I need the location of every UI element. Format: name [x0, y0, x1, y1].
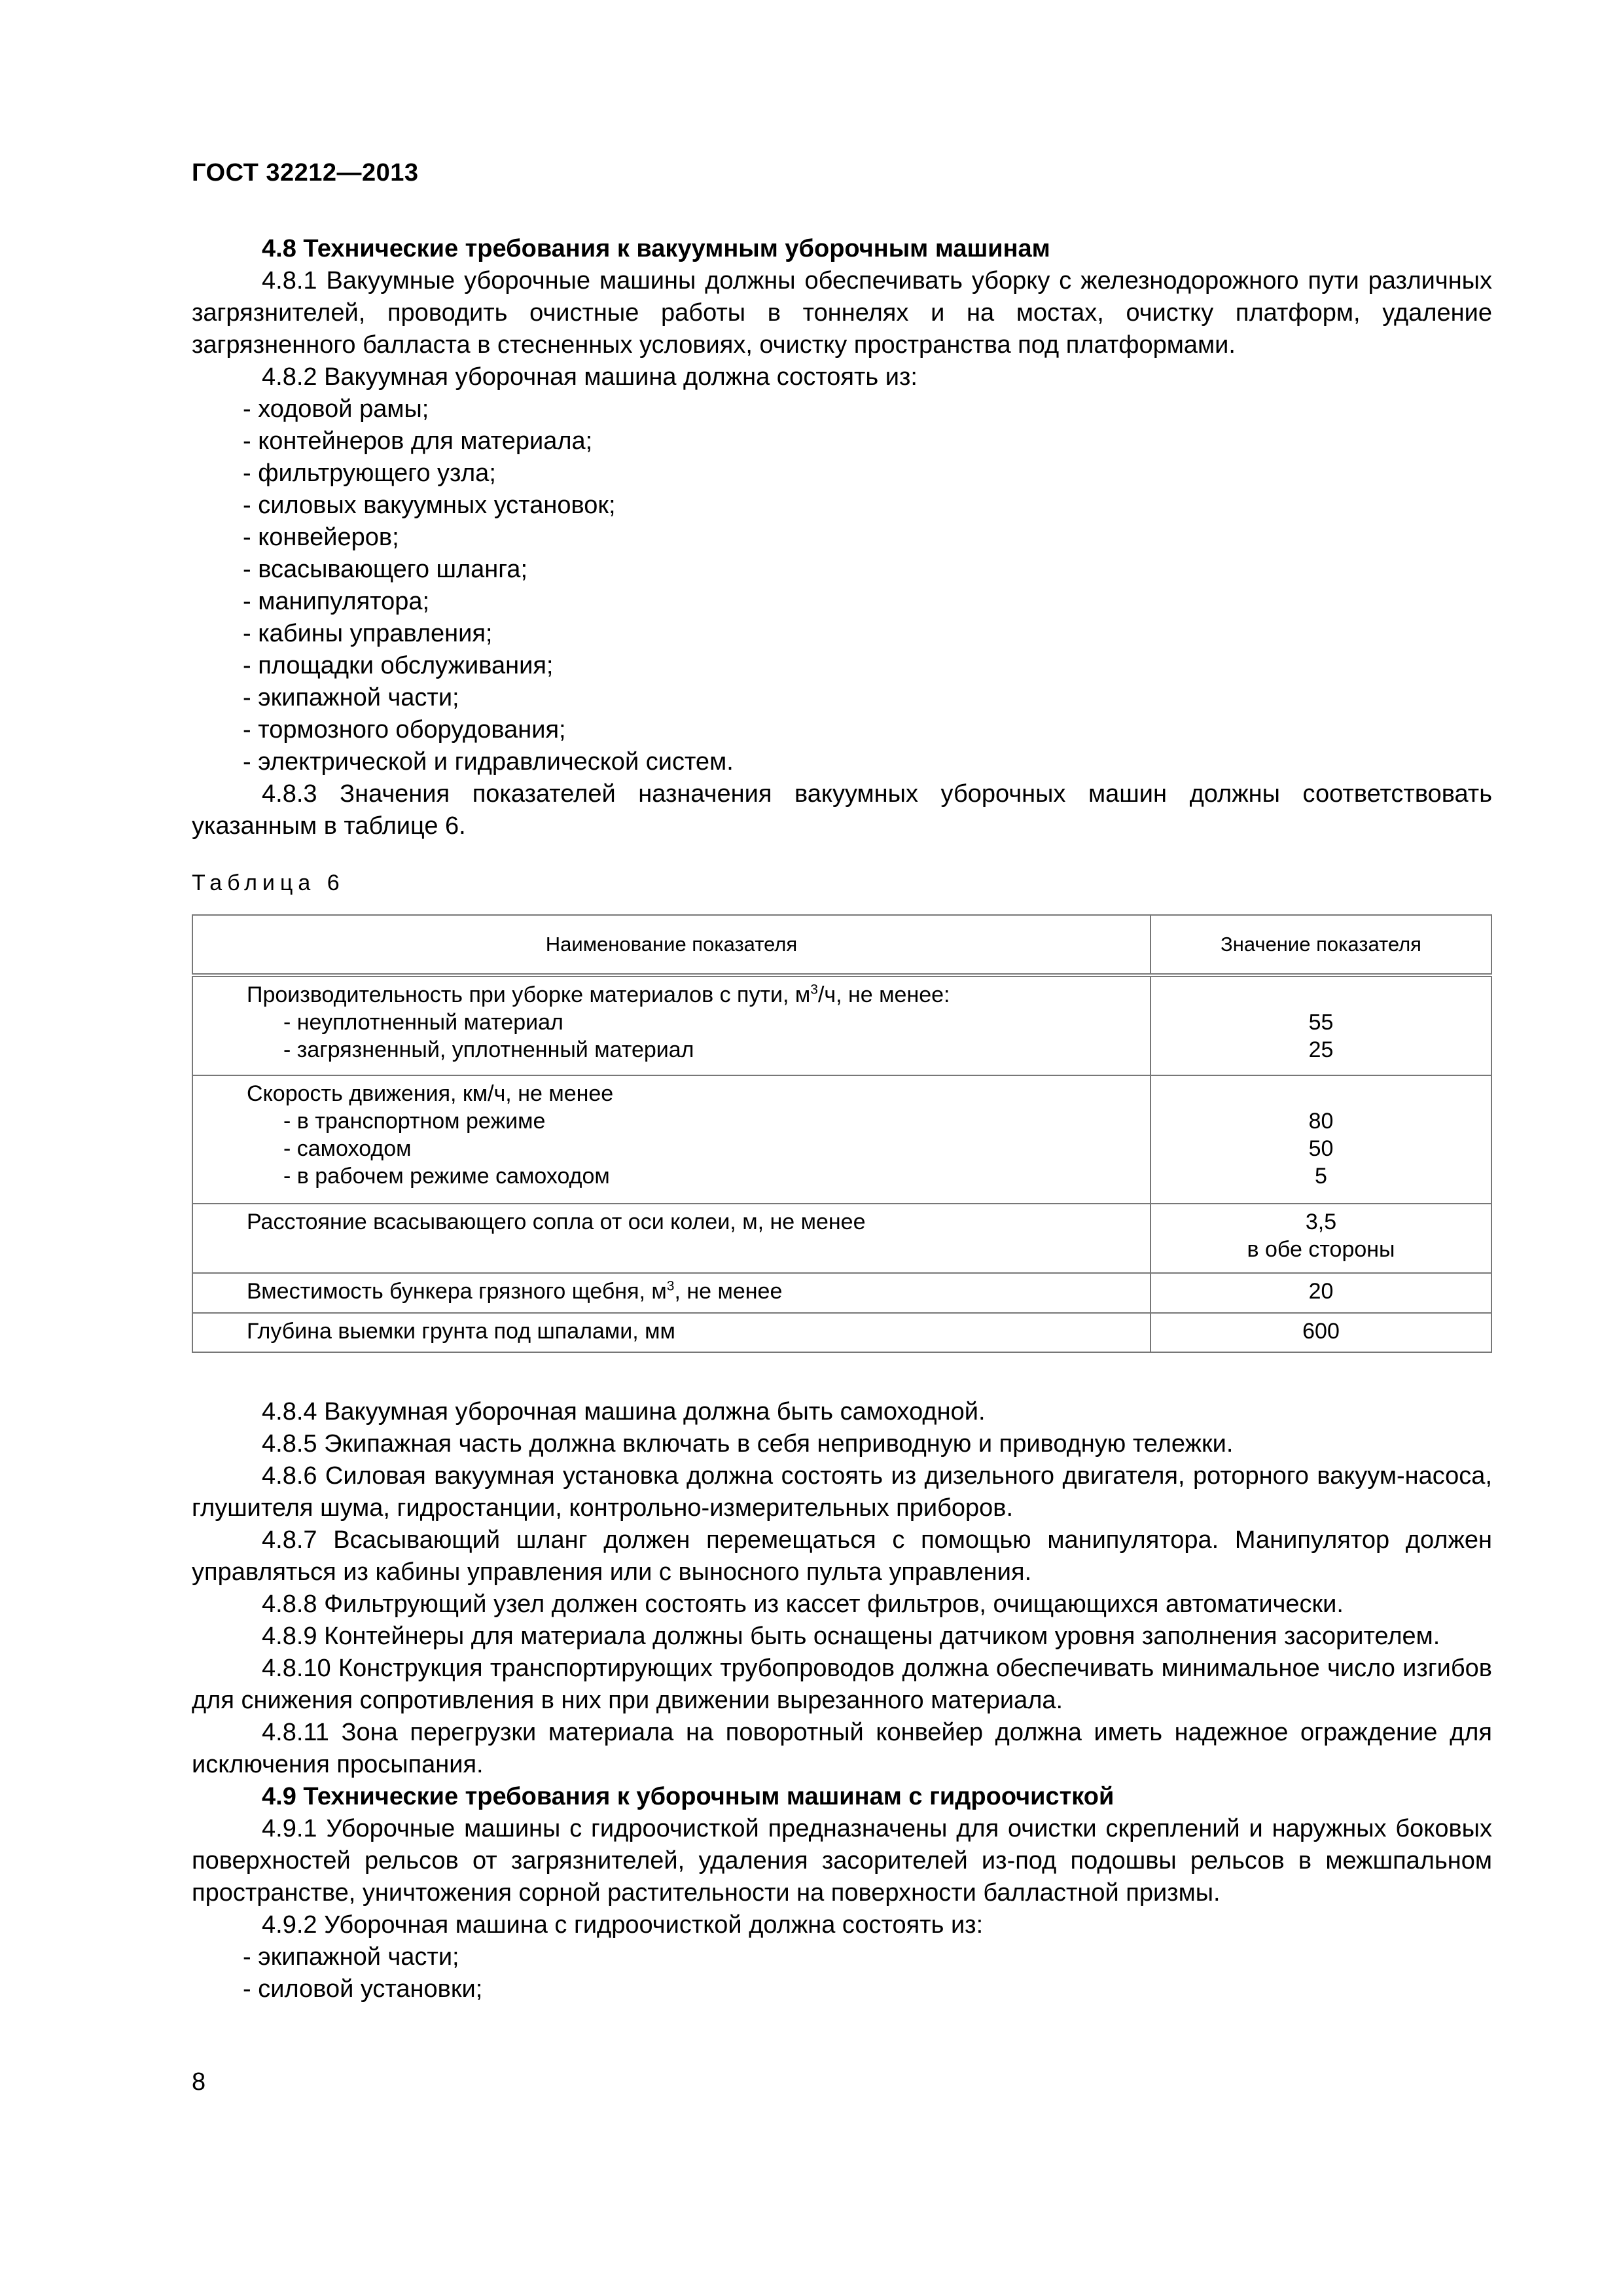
row-value-cell — [1150, 1313, 1491, 1352]
row-name-cell — [192, 1204, 1150, 1273]
cell-value: 25 — [1308, 1037, 1334, 1062]
components-list — [192, 1941, 1492, 2005]
row-label: Расстояние всасывающего сопла от оси колеи, м, не менее — [247, 1210, 866, 1235]
table-header-row — [192, 915, 1491, 975]
list-item: - ходовой рамы; — [192, 393, 1492, 425]
row-name-cell — [192, 1313, 1150, 1352]
list-item: - экипажной части; — [192, 1941, 1492, 1973]
row-value-cell — [1150, 975, 1491, 1075]
section-heading: 4.9 Технические требования к уборочным машинам с гидроочисткой — [262, 1783, 1115, 1810]
table-caption: Таблица 6 — [192, 870, 345, 895]
paragraph-4-8-9: 4.8.9 Контейнеры для материала должны быть оснащены датчиком уровня заполнения засорителем. — [262, 1623, 1440, 1650]
column-header-name: Наименование показателя — [192, 915, 1150, 975]
cell-value: 5 — [1315, 1164, 1327, 1189]
table-row — [192, 1273, 1491, 1312]
paragraph-4-8-1: 4.8.1 Вакуумные уборочные машины должны обеспечивать уборку с железнодорожного пути различных загрязнителей, проводить очистные работы в тоннелях и на мостах, очистку платформ, удаление загрязненного балласта в стесненных условиях, очистку пространства под платформами. — [192, 267, 1492, 359]
cell-value: 50 — [1308, 1136, 1334, 1162]
row-sub-label: - неуплотненный материал — [283, 1010, 563, 1035]
list-item: - электрической и гидравлической систем. — [192, 746, 1492, 778]
list-item: - контейнеров для материала; — [192, 425, 1492, 457]
row-label: Производительность при уборке материалов с пути, $м^3/ч$, не менее: — [247, 982, 950, 1007]
paragraph-4-8-3: 4.8.3 Значения показателей назначения вакуумных уборочных машин должны соответствовать указанным в таблице 6. — [192, 780, 1492, 840]
specification-table — [192, 914, 1492, 1353]
list-item: - экипажной части; — [192, 682, 1492, 714]
section-4-8 — [192, 233, 1492, 842]
paragraph-4-8-5: 4.8.5 Экипажная часть должна включать в себя неприводную и приводную тележки. — [262, 1430, 1234, 1458]
section-heading: 4.8 Технические требования к вакуумным уборочным машинам — [262, 235, 1050, 262]
paragraph-4-9-2: 4.9.2 Уборочная машина с гидроочисткой должна состоять из: — [262, 1911, 984, 1939]
row-sub-label: - загрязненный, уплотненный материал — [283, 1037, 694, 1062]
table-row — [192, 1204, 1491, 1273]
row-name-cell — [192, 1075, 1150, 1204]
row-value-cell — [1150, 1204, 1491, 1273]
paragraph-4-8-6: 4.8.6 Силовая вакуумная установка должна состоять из дизельного двигателя, роторного вакуум-насоса, глушителя шума, гидростанции, контрольно-измерительных приборов. — [192, 1462, 1492, 1522]
list-item: - тормозного оборудования; — [192, 714, 1492, 746]
row-label: Скорость движения, км/ч, не менее — [247, 1081, 614, 1107]
column-header-value: Значение показателя — [1150, 915, 1491, 975]
row-sub-label: - в транспортном режиме — [283, 1109, 546, 1134]
row-value-cell — [1150, 1273, 1491, 1312]
cell-value: 55 — [1308, 1010, 1334, 1035]
paragraph-4-8-2: 4.8.2 Вакуумная уборочная машина должна состоять из: — [262, 363, 918, 391]
list-item: - силовых вакуумных установок; — [192, 490, 1492, 522]
cell-value: 3,5 — [1305, 1210, 1337, 1235]
row-sub-label: - в рабочем режиме самоходом — [283, 1164, 610, 1189]
list-item: - всасывающего шланга; — [192, 554, 1492, 586]
paragraph-4-8-11: 4.8.11 Зона перегрузки материала на поворотный конвейер должна иметь надежное ограждение для исключения просыпания. — [192, 1719, 1492, 1778]
table-row — [192, 975, 1491, 1075]
list-item: - кабины управления; — [192, 618, 1492, 650]
row-label: Глубина выемки грунта под шпалами, мм — [247, 1318, 675, 1344]
row-name-cell — [192, 1273, 1150, 1312]
list-item: - фильтрующего узла; — [192, 457, 1492, 490]
list-item: - силовой установки; — [192, 1973, 1492, 2005]
row-sub-label: - самоходом — [283, 1136, 412, 1162]
paragraph-4-8-4: 4.8.4 Вакуумная уборочная машина должна быть самоходной. — [262, 1398, 986, 1426]
section-continuation — [192, 1396, 1492, 2005]
paragraph-4-8-7: 4.8.7 Всасывающий шланг должен перемещаться с помощью манипулятора. Манипулятор должен управляться из кабины управления или с выносного пульта управления. — [192, 1526, 1492, 1586]
table-row — [192, 1313, 1491, 1352]
cell-value: в обе стороны — [1247, 1237, 1395, 1263]
components-list — [192, 393, 1492, 778]
paragraph-4-8-10: 4.8.10 Конструкция транспортирующих трубопроводов должна обеспечивать минимальное число изгибов для снижения сопротивления в них при движении вырезанного материала. — [192, 1655, 1492, 1714]
list-item: - площадки обслуживания; — [192, 650, 1492, 682]
row-label: Вместимость бункера грязного щебня, $м^3$, не менее — [247, 1278, 783, 1304]
row-name-cell — [192, 975, 1150, 1075]
list-item: - конвейеров; — [192, 522, 1492, 554]
paragraph-4-9-1: 4.9.1 Уборочные машины с гидроочисткой предназначены для очистки скреплений и наружных боковых поверхностей рельсов от загрязнителей, удаления засорителей из-под подошвы рельсов в межшпальном пространстве, уничтожения сорной растительности на поверхности балластной призмы. — [192, 1815, 1492, 1907]
paragraph-4-8-8: 4.8.8 Фильтрующий узел должен состоять из кассет фильтров, очищающихся автоматически. — [262, 1590, 1344, 1618]
cell-value: 600 — [1302, 1318, 1340, 1344]
cell-value: 20 — [1308, 1279, 1334, 1304]
cell-value: 80 — [1308, 1109, 1334, 1134]
document-code-header: ГОСТ 32212—2013 — [192, 159, 419, 187]
row-value-cell — [1150, 1075, 1491, 1204]
page-number: 8 — [192, 2068, 206, 2096]
list-item: - манипулятора; — [192, 586, 1492, 618]
table-row — [192, 1075, 1491, 1204]
